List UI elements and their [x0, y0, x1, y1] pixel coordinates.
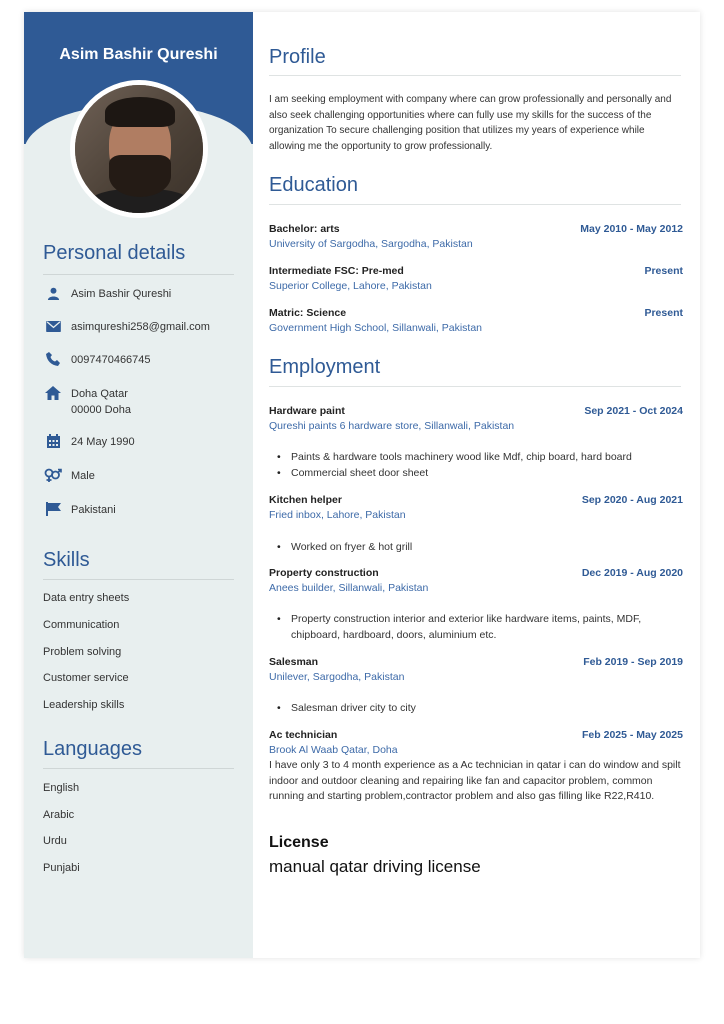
- job-employer: Brook Al Waab Qatar, Doha: [269, 744, 398, 756]
- job-date: Dec 2019 - Aug 2020: [581, 567, 683, 579]
- job-title: Ac technician: [269, 729, 338, 741]
- education-heading: Education: [269, 174, 358, 196]
- job-employer: Anees builder, Sillanwali, Pakistan: [269, 582, 429, 594]
- skill-item: Communication: [43, 619, 120, 631]
- candidate-name: Asim Bashir Qureshi: [59, 46, 218, 63]
- education-date: Present: [644, 307, 683, 319]
- education-degree: Bachelor: arts: [269, 223, 340, 235]
- flag-icon: [43, 502, 63, 516]
- sidebar: [24, 12, 253, 958]
- languages-heading: Languages: [43, 738, 142, 760]
- education-date: May 2010 - May 2012: [580, 223, 683, 235]
- job-title: Salesman: [269, 656, 319, 668]
- job-bullet: • Salesman driver city to city: [277, 701, 677, 717]
- calendar-icon: [43, 434, 63, 448]
- detail-name: [43, 286, 243, 302]
- profile-photo: [70, 80, 208, 218]
- education-school: Superior College, Lahore, Pakistan: [269, 280, 432, 292]
- license-heading: License: [269, 834, 329, 851]
- profile-heading: Profile: [269, 46, 326, 68]
- divider: [43, 768, 234, 769]
- job-title: Hardware paint: [269, 405, 345, 417]
- skill-item: Data entry sheets: [43, 592, 130, 604]
- home-icon: [43, 386, 63, 400]
- language-item: Urdu: [43, 835, 67, 847]
- education-school: Government High School, Sillanwali, Pakistan: [269, 322, 483, 334]
- job-title: Property construction: [269, 567, 379, 579]
- personal-details-heading: Personal details: [43, 242, 186, 264]
- detail-phone: [43, 352, 243, 368]
- job-description: I have only 3 to 4 month experience as a Ac technician in qatar i can do window and spilt indoor and outdoor cleaning and repairing like fan and capacitor problem, common running and starting problem,contractor problem and also gas filling like R22,R410.: [269, 759, 681, 802]
- job-bullet: • Worked on fryer & hot grill: [277, 540, 677, 556]
- divider: [43, 579, 234, 580]
- envelope-icon: [43, 319, 63, 333]
- language-item: English: [43, 782, 80, 794]
- detail-gender: [43, 468, 243, 484]
- language-item: Punjabi: [43, 862, 80, 874]
- education-degree: Intermediate FSC: Pre-med: [269, 265, 404, 277]
- job-title: Kitchen helper: [269, 494, 342, 506]
- divider: [269, 75, 681, 76]
- education-school: University of Sargodha, Sargodha, Pakistan: [269, 238, 473, 250]
- phone-icon: [43, 352, 63, 366]
- detail-email-text: asimqureshi258@gmail.com: [71, 321, 210, 333]
- skill-item: Problem solving: [43, 646, 122, 658]
- job-date: Feb 2025 - May 2025: [582, 729, 683, 741]
- profile-summary: I am seeking employment with company where can grow professionally and personally and also seek challenging opportunities where can fully use my skills for the success of the organization To secure challenging position that utilizes my years of experience while allowing me the opportunity to grow professionally.: [269, 94, 672, 152]
- detail-name-text: Asim Bashir Qureshi: [71, 288, 172, 300]
- skill-item: Customer service: [43, 672, 129, 684]
- detail-nationality-text: Pakistani: [71, 504, 116, 516]
- detail-gender-text: Male: [71, 470, 95, 482]
- job-employer: Unilever, Sargodha, Pakistan: [269, 671, 405, 683]
- detail-birthdate-text: 24 May 1990: [71, 436, 135, 448]
- detail-nationality: [43, 502, 243, 518]
- job-bullet: • Property construction interior and exterior like hardware items, paints, MDF, chipboard, hardboard, doors, aluminium etc.: [277, 612, 677, 643]
- detail-address-line1: Doha Qatar: [71, 388, 128, 400]
- detail-email: [43, 319, 243, 335]
- detail-phone-text: 0097470466745: [71, 354, 151, 366]
- employment-heading: Employment: [269, 356, 381, 378]
- divider: [43, 274, 234, 275]
- divider: [269, 386, 681, 387]
- job-date: Feb 2019 - Sep 2019: [583, 656, 683, 668]
- license-text: manual qatar driving license: [269, 857, 481, 876]
- resume-page: [24, 12, 700, 958]
- person-icon: [43, 286, 63, 300]
- education-degree: Matric: Science: [269, 307, 347, 319]
- detail-address: [43, 386, 243, 418]
- education-date: Present: [644, 265, 683, 277]
- divider: [269, 204, 681, 205]
- job-bullet: • Paints & hardware tools machinery wood like Mdf, chip board, hard board: [277, 450, 677, 466]
- job-date: Sep 2021 - Oct 2024: [584, 405, 683, 417]
- detail-address-line2: 00000 Doha: [71, 404, 131, 416]
- job-employer: Qureshi paints 6 hardware store, Sillanwali, Pakistan: [269, 420, 515, 432]
- detail-birthdate: [43, 434, 243, 450]
- skill-item: Leadership skills: [43, 699, 125, 711]
- language-item: Arabic: [43, 809, 75, 821]
- job-employer: Fried inbox, Lahore, Pakistan: [269, 509, 406, 521]
- gender-icon: [43, 468, 63, 482]
- skills-heading: Skills: [43, 549, 90, 571]
- job-bullet: • Commercial sheet door sheet: [277, 466, 677, 482]
- job-date: Sep 2020 - Aug 2021: [581, 494, 683, 506]
